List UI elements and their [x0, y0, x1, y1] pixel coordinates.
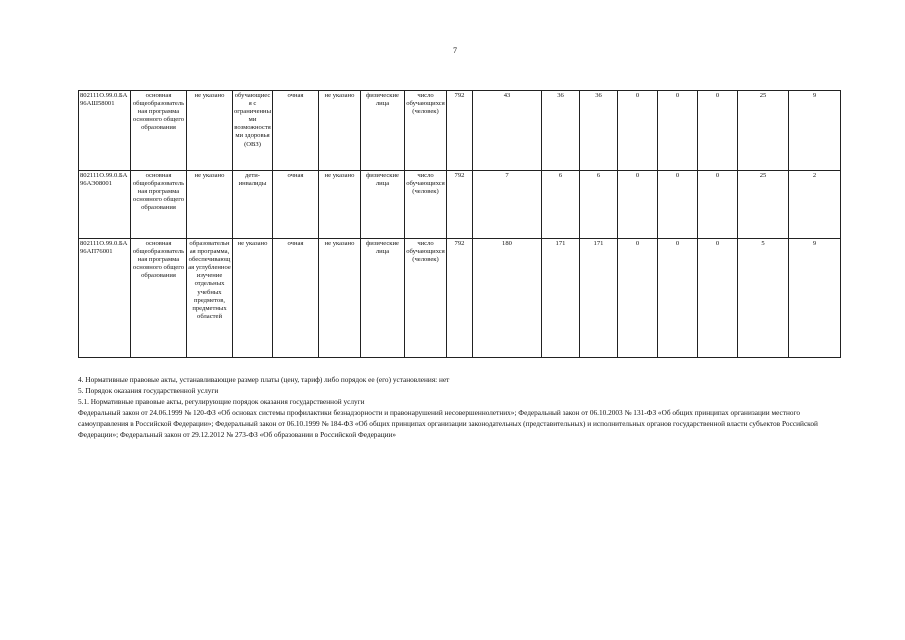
services-table — [78, 90, 841, 358]
service-content-cell: основная общеобразовательная программа основного общего образования — [131, 171, 187, 239]
table-row — [79, 239, 841, 358]
section-4-text: 4. Нормативные правовые акты, устанавливающие размер платы (цену, тариф) либо порядок ее (его) установления: нет — [78, 375, 450, 384]
value-cell: 25 — [738, 171, 789, 239]
education-form-cell: очная — [273, 171, 319, 239]
consumer-category-cell: обучающиеся с ограниченными возможностями здоровья (ОВЗ) — [233, 91, 273, 171]
value-cell: 6 — [580, 171, 618, 239]
education-form-cell: очная — [273, 239, 319, 358]
value-cell: 180 — [473, 239, 542, 358]
section-5-heading: 5. Порядок оказания государственной услуги — [78, 386, 219, 395]
service-content-cell: основная общеобразовательная программа основного общего образования — [131, 239, 187, 358]
value-cell: 0 — [618, 91, 658, 171]
consumers-cell: физические лица — [361, 91, 405, 171]
service-code-cell: 802111О.99.0.БА96АЭ08001 — [79, 171, 131, 239]
value-cell: 25 — [738, 91, 789, 171]
consumers-cell: физические лица — [361, 239, 405, 358]
program-feature-cell: образовательная программа, обеспечивающая углубленное изучение отдельных учебных предметов, предметных областей — [187, 239, 233, 358]
consumer-category-cell: дети-инвалиды — [233, 171, 273, 239]
value-cell: 0 — [658, 171, 698, 239]
indicator-cell: число обучающихся (человек) — [405, 171, 447, 239]
value-cell: 7 — [473, 171, 542, 239]
value-cell: 0 — [618, 171, 658, 239]
value-cell: 0 — [698, 171, 738, 239]
period-cell: не указано — [319, 91, 361, 171]
value-cell: 9 — [789, 91, 841, 171]
value-cell: 171 — [542, 239, 580, 358]
service-content-cell: основная общеобразовательная программа основного общего образования — [131, 91, 187, 171]
value-cell: 43 — [473, 91, 542, 171]
value-cell: 0 — [698, 239, 738, 358]
okei-code-cell: 792 — [447, 171, 473, 239]
period-cell: не указано — [319, 171, 361, 239]
value-cell: 36 — [580, 91, 618, 171]
education-form-cell: очная — [273, 91, 319, 171]
table-row — [79, 171, 841, 239]
value-cell: 0 — [658, 239, 698, 358]
value-cell: 36 — [542, 91, 580, 171]
value-cell: 0 — [698, 91, 738, 171]
value-cell: 0 — [618, 239, 658, 358]
indicator-cell: число обучающихся (человек) — [405, 239, 447, 358]
service-code-cell: 802111О.99.0.БА96АШ58001 — [79, 91, 131, 171]
okei-code-cell: 792 — [447, 239, 473, 358]
value-cell: 6 — [542, 171, 580, 239]
consumers-cell: физические лица — [361, 171, 405, 239]
value-cell: 171 — [580, 239, 618, 358]
value-cell: 5 — [738, 239, 789, 358]
value-cell: 9 — [789, 239, 841, 358]
program-feature-cell: не указано — [187, 171, 233, 239]
notes-section — [78, 374, 840, 440]
program-feature-cell: не указано — [187, 91, 233, 171]
value-cell: 0 — [658, 91, 698, 171]
section-5-1-heading: 5.1. Нормативные правовые акты, регулирующие порядок оказания государственной услуги — [78, 397, 365, 406]
table-row — [79, 91, 841, 171]
value-cell: 2 — [789, 171, 841, 239]
service-code-cell: 802111О.99.0.БА96АП76001 — [79, 239, 131, 358]
indicator-cell: число обучающихся (человек) — [405, 91, 447, 171]
period-cell: не указано — [319, 239, 361, 358]
page-number: 7 — [453, 46, 457, 55]
laws-text: Федеральный закон от 24.06.1999 № 120-ФЗ «Об основах системы профилактики безнадзорности и правонарушений несовершеннолетних»; Федеральный закон от 06.10.2003 № 131-ФЗ «Об общих принципах организации местного самоуправления в Российской Федерации»; Федеральный закон от 06.10.1999 № 184-ФЗ «Об общих принципах организации законодательных (представительных) и исполнительных органов государственной власти субъектов Российской Федерации»; Федеральный закон от 29.12.2012 № 273-ФЗ «Об образовании в Российской Федерации» — [78, 408, 818, 439]
okei-code-cell: 792 — [447, 91, 473, 171]
consumer-category-cell: не указано — [233, 239, 273, 358]
